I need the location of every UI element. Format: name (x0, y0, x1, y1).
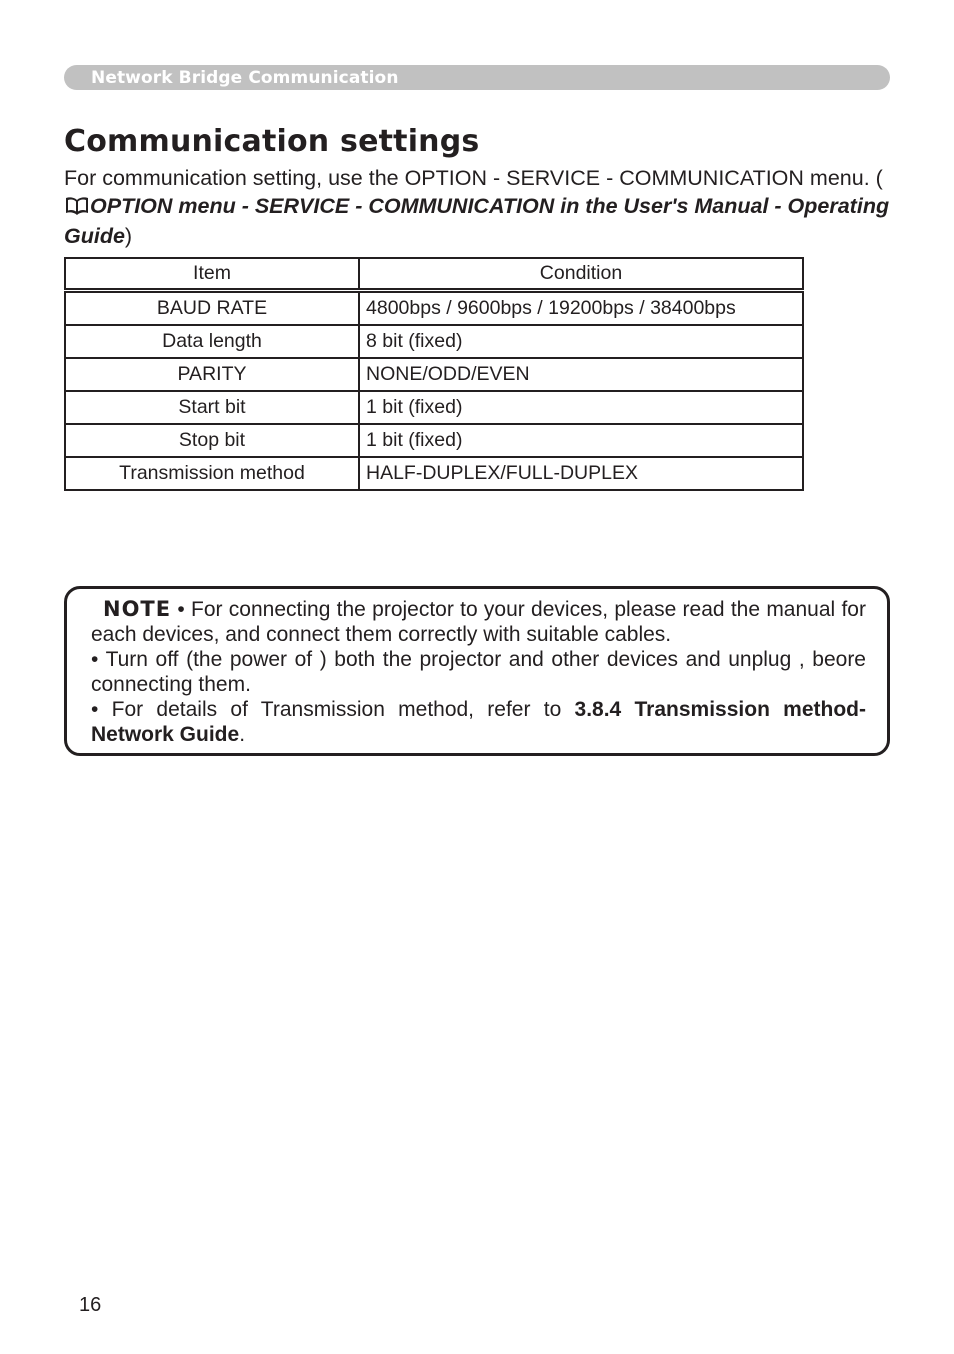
note-bullet-3-end: . (239, 723, 246, 746)
manual-reference: OPTION menu - SERVICE - COMMUNICATION in the User's Manual - Operating Guide (64, 193, 890, 248)
condition-cell: 1 bit (fixed) (359, 391, 803, 424)
note-bullet-2: Turn off (the power of ) both the projector and other devices and unplug , beore connecting them. (91, 648, 866, 696)
note-bullet-1: For connecting the projector to your devices, please read the manual for each devices, and connect them correctly with suitable cables. (91, 598, 866, 646)
bullet-icon: • (91, 698, 99, 721)
table-row (65, 424, 803, 457)
item-cell: Transmission method (65, 457, 359, 490)
page-number: 16 (79, 1294, 102, 1316)
item-cell: BAUD RATE (65, 291, 359, 326)
note-box (64, 586, 890, 756)
item-cell: Start bit (65, 391, 359, 424)
section-header-title: Network Bridge Communication (91, 68, 399, 88)
bullet-icon: • (91, 648, 99, 671)
bullet-icon: • (177, 598, 185, 621)
table-row (65, 291, 803, 326)
condition-cell: 1 bit (fixed) (359, 424, 803, 457)
condition-cell: HALF-DUPLEX/FULL-DUPLEX (359, 457, 803, 490)
intro-paragraph (64, 165, 894, 251)
table-row (65, 325, 803, 358)
book-icon (65, 196, 89, 224)
table-row (65, 391, 803, 424)
table-header-row (65, 258, 803, 291)
item-cell: Data length (65, 325, 359, 358)
intro-closing: ) (124, 224, 133, 248)
table-row (65, 358, 803, 391)
table-row (65, 457, 803, 490)
condition-cell: 8 bit (fixed) (359, 325, 803, 358)
intro-text: For communication setting, use the OPTION - SERVICE - COMMUNICATION menu. ( (64, 166, 883, 190)
condition-cell: NONE/ODD/EVEN (359, 358, 803, 391)
column-header-condition: Condition (359, 258, 803, 291)
note-bullet-3: For details of Transmission method, refer to (111, 698, 575, 721)
note-text (91, 597, 866, 747)
communication-settings-table (64, 257, 804, 491)
section-header-bar (64, 65, 890, 90)
network-guide-reference: 3.8.4 Transmission method- Network Guide (91, 698, 866, 746)
item-cell: PARITY (65, 358, 359, 391)
column-header-item: Item (65, 258, 359, 291)
page-title: Communication settings (64, 124, 480, 159)
note-label: NOTE (103, 597, 172, 621)
item-cell: Stop bit (65, 424, 359, 457)
condition-cell: 4800bps / 9600bps / 19200bps / 38400bps (359, 291, 803, 326)
